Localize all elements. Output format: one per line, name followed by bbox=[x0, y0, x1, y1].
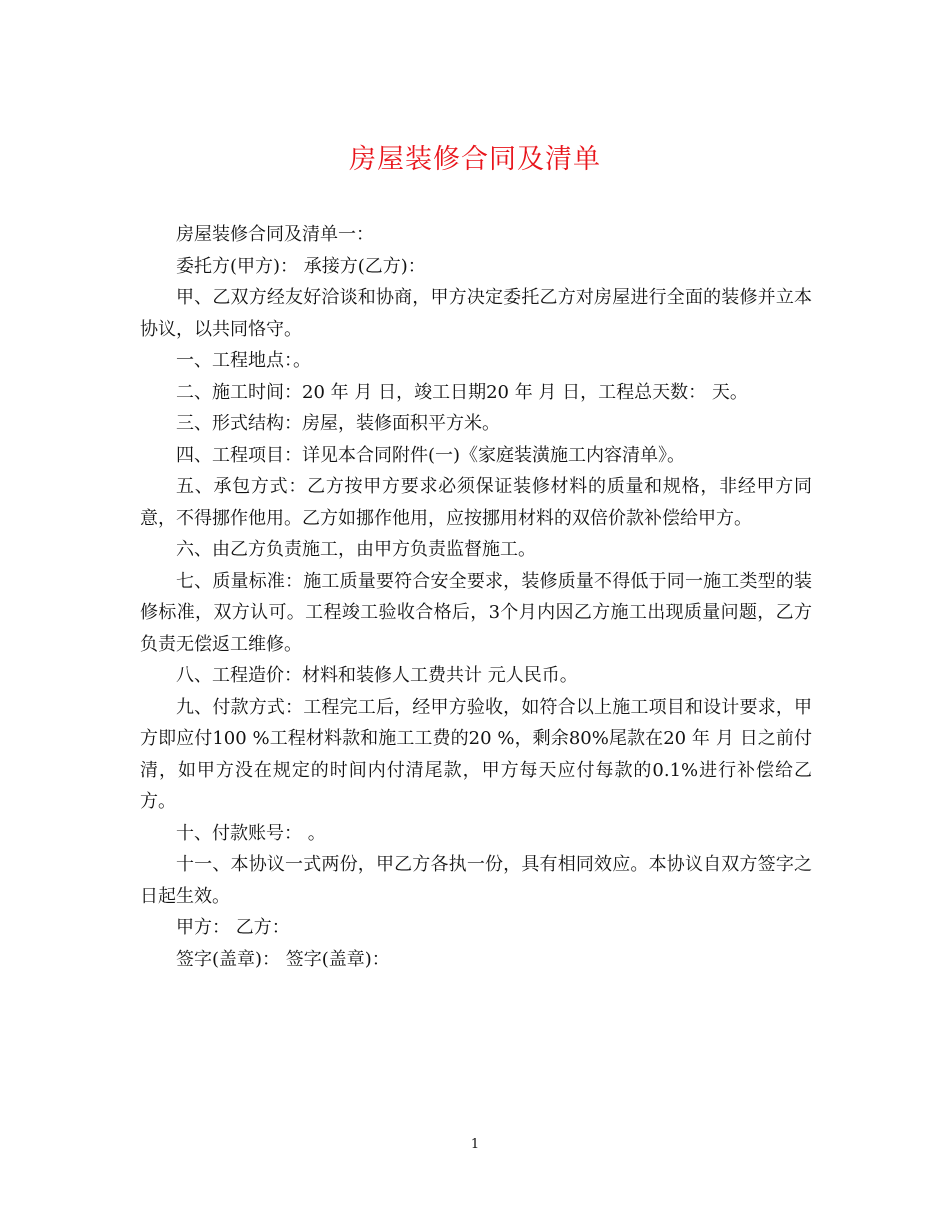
paragraph-clause-9: 九、付款方式：工程完工后，经甲方验收，如符合以上施工项目和设计要求，甲方即应付100 %工程材料款和施工工费的20 %，剩余80%尾款在20 年 月 日之前付清，如甲方没在规定的时间内付清尾款，甲方每天应付每款的0.1%进行补偿给乙方。 bbox=[140, 696, 812, 812]
document-title: 房屋装修合同及清单 bbox=[349, 144, 601, 175]
paragraph-signatures: 签字(盖章)： 签字(盖章)： bbox=[176, 948, 390, 970]
paragraph-clause-4: 四、工程项目：详见本合同附件(一)《家庭装潢施工内容清单》。 bbox=[176, 444, 686, 466]
paragraph-clause-2: 二、施工时间：20 年 月 日，竣工日期20 年 月 日，工程总天数： 天。 bbox=[176, 381, 748, 403]
paragraph-clause-7: 七、质量标准：施工质量要符合安全要求，装修质量不得低于同一施工类型的装修标准，双方认可。工程竣工验收合格后，3个月内因乙方施工出现质量问题，乙方负责无偿返工维修。 bbox=[140, 570, 812, 655]
paragraph-signatories: 甲方： 乙方： bbox=[176, 917, 290, 938]
page-number: 1 bbox=[470, 1137, 480, 1152]
paragraph-clause-1: 一、工程地点：。 bbox=[176, 350, 311, 371]
paragraph-clause-10: 十、付款账号： 。 bbox=[176, 822, 326, 844]
paragraph-intro: 房屋装修合同及清单一： bbox=[176, 224, 374, 245]
paragraph-preamble: 甲、乙双方经友好洽谈和协商，甲方决定委托乙方对房屋进行全面的装修并立本协议，以共同恪守。 bbox=[140, 287, 812, 340]
paragraph-parties: 委托方(甲方)： 承接方(乙方)： bbox=[176, 255, 426, 277]
paragraph-clause-3: 三、形式结构：房屋，装修面积平方米。 bbox=[176, 413, 500, 434]
paragraph-clause-8: 八、工程造价：材料和装修人工费共计 元人民币。 bbox=[176, 665, 578, 686]
document-body bbox=[140, 219, 812, 975]
paragraph-clause-5: 五、承包方式：乙方按甲方要求必须保证装修材料的质量和规格，非经甲方同意，不得挪作他用。乙方如挪作他用，应按挪用材料的双倍价款补偿给甲方。 bbox=[140, 476, 812, 529]
paragraph-clause-6: 六、由乙方负责施工，由甲方负责监督施工。 bbox=[176, 539, 536, 560]
paragraph-clause-11: 十一、本协议一式两份，甲乙方各执一份，具有相同效应。本协议自双方签字之日起生效。 bbox=[140, 854, 812, 907]
